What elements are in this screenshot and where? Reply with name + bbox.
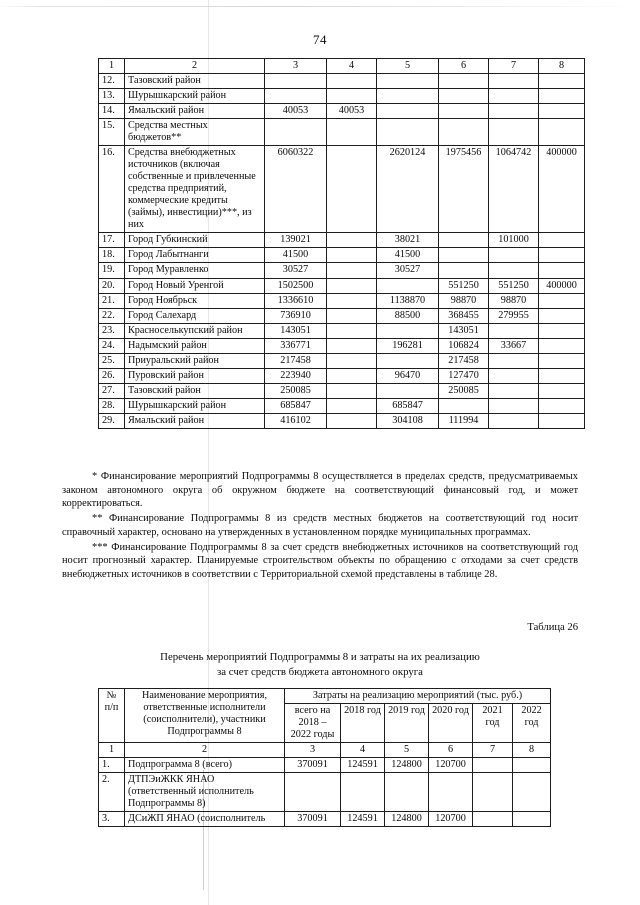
value-cell-total: 736910: [265, 308, 327, 323]
value-cell-col4: [327, 323, 377, 338]
value-cell-col5: 124800: [385, 812, 429, 827]
table-row: [99, 308, 585, 323]
header-cell-2020: 2020 год: [429, 704, 473, 743]
value-cell-col5: [377, 89, 439, 104]
value-cell-col7: [489, 248, 539, 263]
value-cell-col7: [489, 368, 539, 383]
table-row: [99, 146, 585, 233]
value-cell-col4: [327, 383, 377, 398]
table-row: [99, 248, 585, 263]
table-row: [99, 293, 585, 308]
column-number-cell: 7: [489, 59, 539, 74]
financing-sources-table: [98, 58, 585, 429]
value-cell-col4: [327, 308, 377, 323]
value-cell-col7: [489, 353, 539, 368]
value-cell-col4: [327, 293, 377, 308]
row-name-cell: Город Новый Уренгой: [125, 278, 265, 293]
table-26-caption: Таблица 26: [527, 622, 578, 633]
value-cell-col5: 96470: [377, 368, 439, 383]
row-number-cell: 28.: [99, 398, 125, 413]
value-cell-col6: 217458: [439, 353, 489, 368]
value-cell-col8: 400000: [539, 278, 585, 293]
scan-artifact-top-line: [0, 6, 640, 7]
row-number-cell: 1.: [99, 758, 125, 773]
row-name-cell: Ямальский район: [125, 413, 265, 428]
table-row: [99, 353, 585, 368]
column-number-cell: 6: [429, 743, 473, 758]
row-name-cell: Тазовский район: [125, 383, 265, 398]
value-cell-col6: [439, 263, 489, 278]
column-number-cell: 4: [341, 743, 385, 758]
value-cell-col7: [489, 104, 539, 119]
table-row: [99, 758, 551, 773]
value-cell-total: 1502500: [265, 278, 327, 293]
value-cell-col4: [327, 338, 377, 353]
table-row: [99, 323, 585, 338]
row-name-cell: Город Муравленко: [125, 263, 265, 278]
table-26-title-line-1: Перечень мероприятий Подпрограммы 8 и затраты на их реализацию: [160, 651, 480, 663]
value-cell-total: 217458: [265, 353, 327, 368]
value-cell-col7: 551250: [489, 278, 539, 293]
value-cell-col5: 2620124: [377, 146, 439, 233]
value-cell-total: 40053: [265, 104, 327, 119]
table-row: [99, 104, 585, 119]
value-cell-col5: [377, 119, 439, 146]
column-number-cell: 3: [285, 743, 341, 758]
value-cell-total: 370091: [285, 812, 341, 827]
value-cell-col8: [513, 812, 551, 827]
row-number-cell: 29.: [99, 413, 125, 428]
value-cell-col8: [539, 119, 585, 146]
row-name-cell: Надымский район: [125, 338, 265, 353]
value-cell-col4: [327, 146, 377, 233]
header-cell-2018: 2018 год: [341, 704, 385, 743]
value-cell-col4: [327, 413, 377, 428]
row-number-cell: 19.: [99, 263, 125, 278]
value-cell-col8: [539, 323, 585, 338]
value-cell-col5: 41500: [377, 248, 439, 263]
row-name-cell: Средства внебюджетных источников (включая собственные и привлеченные средства предприятий, коммерческие кредиты (займы), инвестиции)***, из них: [125, 146, 265, 233]
value-cell-total: 41500: [265, 248, 327, 263]
value-cell-col7: [473, 773, 513, 812]
table-row: [99, 338, 585, 353]
value-cell-col7: [489, 323, 539, 338]
table-row: [99, 812, 551, 827]
subprogram-8-measures-table: [98, 688, 551, 827]
value-cell-col4: [327, 353, 377, 368]
value-cell-col4: [327, 278, 377, 293]
table-row-header-1: [99, 689, 551, 704]
value-cell-total: 1336610: [265, 293, 327, 308]
row-number-cell: 16.: [99, 146, 125, 233]
value-cell-col6: 98870: [439, 293, 489, 308]
value-cell-col6: [439, 398, 489, 413]
value-cell-col8: [539, 233, 585, 248]
value-cell-col4: [327, 368, 377, 383]
value-cell-col8: [539, 74, 585, 89]
value-cell-col6: 551250: [439, 278, 489, 293]
row-name-cell: Шурышкарский район: [125, 89, 265, 104]
row-number-cell: 13.: [99, 89, 125, 104]
value-cell-col7: [473, 758, 513, 773]
value-cell-col8: [513, 773, 551, 812]
row-number-cell: 14.: [99, 104, 125, 119]
value-cell-col6: [439, 119, 489, 146]
value-cell-col5: 30527: [377, 263, 439, 278]
value-cell-col7: 279955: [489, 308, 539, 323]
value-cell-col6: 106824: [439, 338, 489, 353]
column-number-cell: 2: [125, 743, 285, 758]
value-cell-total: 223940: [265, 368, 327, 383]
value-cell-col5: 304108: [377, 413, 439, 428]
value-cell-col6: 250085: [439, 383, 489, 398]
value-cell-col6: [439, 104, 489, 119]
value-cell-col7: 33667: [489, 338, 539, 353]
table-row: [99, 89, 585, 104]
footnote-2: ** Финансирование Подпрограммы 8 из средств местных бюджетов на соответствующий год носит справочный характер, основано на утвержденных в установленном порядке муниципальных программах.: [62, 513, 578, 538]
value-cell-col8: [539, 383, 585, 398]
value-cell-total: 370091: [285, 758, 341, 773]
value-cell-total: 6060322: [265, 146, 327, 233]
value-cell-col8: [539, 368, 585, 383]
value-cell-col7: [489, 398, 539, 413]
value-cell-col8: 400000: [539, 146, 585, 233]
row-number-cell: 21.: [99, 293, 125, 308]
row-number-cell: 22.: [99, 308, 125, 323]
row-number-cell: 18.: [99, 248, 125, 263]
row-number-cell: 23.: [99, 323, 125, 338]
table-row: [99, 413, 585, 428]
value-cell-total: 139021: [265, 233, 327, 248]
header-cell-measure-name: Наименование мероприятия, ответственные исполнители (соисполнители), участники Подпрограммы 8: [125, 689, 285, 743]
value-cell-col7: [489, 119, 539, 146]
row-name-cell: Город Губкинский: [125, 233, 265, 248]
row-number-cell: 17.: [99, 233, 125, 248]
value-cell-col4: 124591: [341, 758, 385, 773]
value-cell-col4: [327, 263, 377, 278]
value-cell-col8: [539, 413, 585, 428]
column-number-cell: 8: [513, 743, 551, 758]
value-cell-col5: 1138870: [377, 293, 439, 308]
value-cell-col8: [539, 89, 585, 104]
value-cell-col7: 101000: [489, 233, 539, 248]
value-cell-col4: [341, 773, 385, 812]
value-cell-col4: [327, 233, 377, 248]
value-cell-col5: 88500: [377, 308, 439, 323]
value-cell-col4: [327, 398, 377, 413]
column-number-cell: 5: [385, 743, 429, 758]
value-cell-total: 685847: [265, 398, 327, 413]
table-row: [99, 74, 585, 89]
value-cell-total: [265, 89, 327, 104]
value-cell-total: [265, 74, 327, 89]
value-cell-col4: [327, 74, 377, 89]
header-cell-no: № п/п: [99, 689, 125, 743]
row-name-cell: Город Ноябрьск: [125, 293, 265, 308]
table-row: [99, 278, 585, 293]
value-cell-col5: [377, 74, 439, 89]
row-name-cell: Пуровский район: [125, 368, 265, 383]
value-cell-col5: [377, 383, 439, 398]
header-cell-2019: 2019 год: [385, 704, 429, 743]
row-number-cell: 12.: [99, 74, 125, 89]
header-cell-2021: 2021 год: [473, 704, 513, 743]
row-number-cell: 3.: [99, 812, 125, 827]
financing-sources-table-container: [98, 58, 585, 429]
row-name-cell: Средства местных бюджетов**: [125, 119, 265, 146]
value-cell-col6: 127470: [439, 368, 489, 383]
value-cell-col6: 120700: [429, 812, 473, 827]
value-cell-col6: 111994: [439, 413, 489, 428]
value-cell-col7: [489, 89, 539, 104]
header-cell-2022: 2022 год: [513, 704, 551, 743]
column-number-cell: 6: [439, 59, 489, 74]
row-number-cell: 24.: [99, 338, 125, 353]
table-row: [99, 233, 585, 248]
value-cell-col5: 685847: [377, 398, 439, 413]
value-cell-col7: [489, 263, 539, 278]
page-number: 74: [313, 32, 327, 47]
value-cell-col6: [439, 89, 489, 104]
value-cell-col4: [327, 248, 377, 263]
table-row: [99, 119, 585, 146]
table-26-title: [62, 650, 578, 679]
value-cell-col5: [377, 104, 439, 119]
value-cell-col6: 120700: [429, 758, 473, 773]
value-cell-col8: [539, 293, 585, 308]
value-cell-col7: 98870: [489, 293, 539, 308]
value-cell-col5: [377, 323, 439, 338]
row-number-cell: 25.: [99, 353, 125, 368]
row-name-cell: Красноселькупский район: [125, 323, 265, 338]
row-number-cell: 2.: [99, 773, 125, 812]
table-26-title-line-2: за счет средств бюджета автономного округа: [217, 665, 423, 678]
column-number-cell: 2: [125, 59, 265, 74]
header-cell-total: всего на 2018 – 2022 годы: [285, 704, 341, 743]
value-cell-col4: [327, 89, 377, 104]
row-name-cell: Шурышкарский район: [125, 398, 265, 413]
column-number-cell: 1: [99, 59, 125, 74]
column-number-cell: 3: [265, 59, 327, 74]
value-cell-col8: [539, 308, 585, 323]
value-cell-col4: 124591: [341, 812, 385, 827]
value-cell-col5: [385, 773, 429, 812]
row-number-cell: 20.: [99, 278, 125, 293]
header-cell-costs-group: Затраты на реализацию мероприятий (тыс. руб.): [285, 689, 551, 704]
value-cell-col8: [539, 398, 585, 413]
value-cell-col6: 143051: [439, 323, 489, 338]
value-cell-col5: 196281: [377, 338, 439, 353]
value-cell-col5: [377, 278, 439, 293]
value-cell-col7: 1064742: [489, 146, 539, 233]
value-cell-col5: 38021: [377, 233, 439, 248]
value-cell-col6: 368455: [439, 308, 489, 323]
value-cell-col8: [539, 338, 585, 353]
value-cell-total: 250085: [265, 383, 327, 398]
column-number-cell: 8: [539, 59, 585, 74]
row-name-cell: Тазовский район: [125, 74, 265, 89]
footnote-3: *** Финансирование Подпрограммы 8 за счет средств внебюджетных источников на соответствующий год носит прогнозный характер. Планируемые строительством объекты по обращению с отходами за счет средств внебюджетных источников в соответствии с Территориальной схемой представлены в таблице 28.: [62, 541, 578, 581]
table-row-column-numbers: [99, 59, 585, 74]
row-number-cell: 27.: [99, 383, 125, 398]
value-cell-col7: [489, 413, 539, 428]
value-cell-total: 143051: [265, 323, 327, 338]
row-name-cell: ДСиЖП ЯНАО (соисполнитель: [125, 812, 285, 827]
subprogram-8-measures-table-container: [98, 688, 551, 827]
value-cell-col6: [429, 773, 473, 812]
value-cell-total: 416102: [265, 413, 327, 428]
row-name-cell: ДТПЭиЖКК ЯНАО (ответственный исполнитель Подпрограммы 8): [125, 773, 285, 812]
value-cell-col8: [539, 248, 585, 263]
value-cell-total: 30527: [265, 263, 327, 278]
value-cell-col5: [377, 353, 439, 368]
value-cell-col6: [439, 74, 489, 89]
value-cell-total: [265, 119, 327, 146]
value-cell-col4: [327, 119, 377, 146]
column-number-cell: 1: [99, 743, 125, 758]
footnotes: [62, 470, 578, 583]
column-number-cell: 4: [327, 59, 377, 74]
value-cell-col6: 1975456: [439, 146, 489, 233]
value-cell-total: [285, 773, 341, 812]
value-cell-total: 336771: [265, 338, 327, 353]
table-row: [99, 383, 585, 398]
value-cell-col7: [489, 74, 539, 89]
column-number-cell: 5: [377, 59, 439, 74]
footnote-1: * Финансирование мероприятий Подпрограммы 8 осуществляется в пределах средств, предусматриваемых законом автономного округа об окружном бюджете на соответствующий финансовый год, и может корректироваться.: [62, 471, 578, 510]
row-name-cell: Город Лабытнанги: [125, 248, 265, 263]
row-name-cell: Город Салехард: [125, 308, 265, 323]
value-cell-col6: [439, 248, 489, 263]
table-row: [99, 263, 585, 278]
row-name-cell: Приуральский район: [125, 353, 265, 368]
value-cell-col8: [539, 263, 585, 278]
value-cell-col7: [473, 812, 513, 827]
value-cell-col4: 40053: [327, 104, 377, 119]
value-cell-col8: [513, 758, 551, 773]
row-number-cell: 26.: [99, 368, 125, 383]
value-cell-col5: 124800: [385, 758, 429, 773]
table-row: [99, 398, 585, 413]
table-row-column-numbers: [99, 743, 551, 758]
table-row: [99, 368, 585, 383]
table-row: [99, 773, 551, 812]
value-cell-col7: [489, 383, 539, 398]
value-cell-col6: [439, 233, 489, 248]
row-name-cell: Ямальский район: [125, 104, 265, 119]
row-name-cell: Подпрограмма 8 (всего): [125, 758, 285, 773]
column-number-cell: 7: [473, 743, 513, 758]
value-cell-col8: [539, 104, 585, 119]
value-cell-col8: [539, 353, 585, 368]
row-number-cell: 15.: [99, 119, 125, 146]
